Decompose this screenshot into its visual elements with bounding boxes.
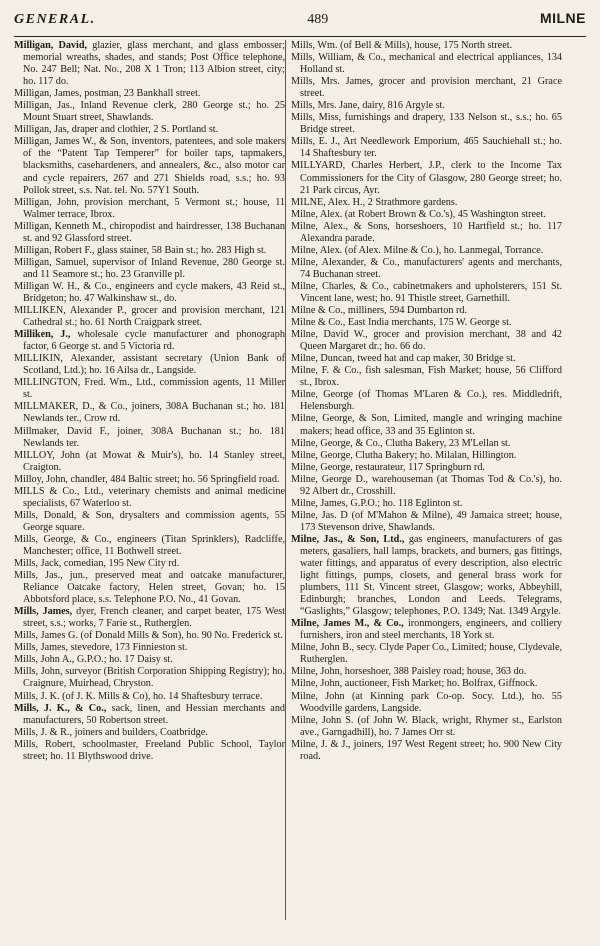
directory-entry <box>291 450 562 462</box>
entry-details: assistant secretary (Union Bank of Scotland, Ltd.); ho. 16 Ailsa dr., Langside. <box>23 353 285 377</box>
entry-name: Mills, James, <box>14 606 73 618</box>
entry-details: furnishings and drapery, 133 Nelson st., s.s.; ho. 65 Bridge street. <box>300 112 562 136</box>
entry-details: tweed hat and cap maker, 30 Bridge st. <box>357 353 516 365</box>
directory-entry <box>291 474 562 498</box>
entry-name: Mills, James G. <box>14 630 78 642</box>
directory-entry <box>14 666 285 690</box>
directory-entry <box>291 100 562 112</box>
entry-name: Mills, William, & Co., <box>291 52 386 64</box>
entry-details: ironmongers, engineers, and colliery furnishers, iron and steel merchants, 18 York st. <box>300 618 562 642</box>
directory-entry <box>291 691 562 715</box>
entry-name: MILNE, Alex. H., <box>291 196 366 208</box>
entry-details: clerk to the Income Tax Commissioners for the City of Glasgow, 280 George street; ho. 21 Park circus, Ayr. <box>300 160 562 196</box>
entry-details: sack, linen, and Hessian merchants and manufacturers, 50 Robertson street. <box>23 702 285 726</box>
entry-name: Mills, Miss, <box>291 112 342 124</box>
entry-details: dairy, 816 Argyle st. <box>362 100 445 112</box>
entry-name: Milne, Alex. <box>291 208 343 220</box>
directory-entry <box>14 474 285 486</box>
directory-entry <box>14 245 285 257</box>
entry-name: Milligan, James, <box>14 88 82 100</box>
entry-name: Milne, George D., <box>291 473 368 485</box>
directory-entry <box>14 305 285 329</box>
directory-entry <box>291 462 562 474</box>
entry-name: Mills, George, & Co., <box>14 533 112 545</box>
directory-entry <box>291 642 562 666</box>
directory-entry <box>291 510 562 534</box>
entry-details: joiners, 308A Buchanan st.; ho. 181 Newlands ter., Crow rd. <box>23 401 285 425</box>
entry-name: Mills, J. K. <box>14 690 60 702</box>
directory-entry <box>291 534 562 618</box>
entry-name: Milne & Co., <box>291 317 346 329</box>
entry-name: Mills, Donald, & Son, <box>14 509 115 521</box>
entry-name: Mills, Mrs. Jane, <box>291 100 360 112</box>
entry-details: postman, 23 Bankhall street. <box>84 88 201 100</box>
entry-details: (at Kinning park Co-op. Socy. Ltd.), ho. 55 Woodville gardens, Langside. <box>300 690 562 714</box>
entry-details: dyer, French cleaner, and carpet beater, 175 West street, s.s.; works, 7 Farie st., Rutherglen. <box>23 606 285 630</box>
directory-entry <box>14 570 285 606</box>
entry-name: Milne, Alex. <box>291 244 343 256</box>
directory-entry <box>291 221 562 245</box>
entry-details: Clutha Bakery; ho. Milalan, Hillington. <box>355 449 517 461</box>
entry-name: Milne, George, <box>291 461 353 473</box>
entry-details: commission agents, 11 Miller st. <box>23 377 285 401</box>
entry-name: Milne, George, <box>291 449 353 461</box>
entry-details: wholesale cycle manufacturer and phonograph factor, 6 George st. and 5 Victoria rd. <box>23 329 285 353</box>
directory-entry <box>291 197 562 209</box>
entry-name: Mills, Wm. <box>291 40 338 51</box>
entry-name: Milne, J. & J., <box>291 738 351 750</box>
directory-entry <box>291 52 562 76</box>
directory-entry <box>14 100 285 124</box>
entry-details: supervisor of Inland Revenue, 280 George st. and 11 Seamore st.; ho. 23 Granville pl. <box>23 256 285 280</box>
directory-entry <box>291 498 562 510</box>
directory-entry <box>291 136 562 160</box>
entry-details: auctioneer, Fish Market; ho. Bolfrax, Giffnock. <box>344 678 538 690</box>
entry-details: (of Bell & Mills), house, 175 North street. <box>340 40 513 51</box>
entry-name: Milne, John, <box>291 666 343 678</box>
entry-details: (of M'Mahon & Milne), 49 Jamaica street; house, 173 Stevenson drive, Shawlands. <box>300 509 562 533</box>
entry-name: Milligan W. H., & Co., <box>14 280 112 292</box>
entry-details: mechanical and electrical appliances, 134 Holland st. <box>300 52 562 76</box>
directory-entry <box>291 666 562 678</box>
entry-details: inventors, patentees, and sole makers of the “Patent Tap Temperer” for boiler taps, tapmakers, blacksmiths, casehardeners, and annealers, &c., also motor car and cycle repairers, 267 and 271 Shields road, s.s.; ho. 93 Pollok street, s.s. Nat. tel. No. 57Y1 South. <box>23 136 285 196</box>
directory-entry <box>291 281 562 305</box>
entry-details: warehouseman (at Thomas Tod & Co.'s), ho. 92 Albert dr., Crosshill. <box>300 473 562 497</box>
entry-details: schoolmaster, Freeland Public School, Taylor street; ho. 11 Blythswood drive. <box>23 738 285 762</box>
entry-name: Milne, Alexander, & Co., <box>291 256 400 268</box>
entry-details: stevedore, 173 Finnieston st. <box>70 642 188 654</box>
directory-entry <box>291 329 562 353</box>
directory-entry <box>14 281 285 305</box>
directory-entry <box>14 197 285 221</box>
entry-name: Mills, J. K., & Co., <box>14 702 107 714</box>
entry-details: mangle and wringing machine makers; head office, 33 and 35 Eglinton st. <box>300 413 562 437</box>
entry-details: (of Donald Mills & Son), ho. 90 No. Frederick st. <box>80 630 283 642</box>
directory-entry <box>14 136 285 196</box>
directory-entry <box>291 739 562 763</box>
directory-entry <box>291 305 562 317</box>
directory-entry <box>14 510 285 534</box>
directory-entry <box>14 630 285 642</box>
entry-name: Mills, John, <box>14 666 63 678</box>
entry-details: 2 Strathmore gardens. <box>367 196 458 208</box>
directory-entry <box>14 88 285 100</box>
entry-name: Milligan, Jas, <box>14 124 70 136</box>
directory-entry <box>291 257 562 281</box>
entry-name: Mills, Robert, <box>14 738 76 750</box>
entry-details: provision merchant, 5 Vermont st.; house, 11 Walmer terrace, Ibrox. <box>23 196 285 220</box>
entry-details: chandler, 484 Baltic street; ho. 56 Springfield road. <box>70 473 280 485</box>
entry-details: joiners, 197 West Regent street; ho. 900 New City road. <box>300 738 562 762</box>
entry-name: Milne, Jas. D <box>291 509 348 521</box>
directory-entry <box>14 40 285 88</box>
directory-entry <box>14 329 285 353</box>
entry-details: (of Thomas M'Laren & Co.), res. Middledrift, Helensburgh. <box>300 389 562 413</box>
entry-details: Inland Revenue clerk, 280 George st.; ho. 25 Mount Stuart street, Shawlands. <box>23 100 285 124</box>
entry-details: veterinary chemists and animal medicine specialists, 67 Waterloo st. <box>23 485 285 509</box>
directory-entry <box>14 257 285 281</box>
entry-name: Milligan, Samuel, <box>14 256 89 268</box>
entry-name: Milligan, Kenneth M., <box>14 220 107 232</box>
directory-entry <box>14 691 285 703</box>
directory-entry <box>291 715 562 739</box>
header-rule <box>14 36 586 37</box>
running-head: MILNE <box>539 10 586 26</box>
entry-details: joiners and builders, Coatbridge. <box>74 726 208 738</box>
right-column <box>291 40 562 932</box>
entry-name: MILLIKEN, Alexander P., <box>14 305 127 317</box>
entry-name: Mills, James, <box>14 642 69 654</box>
directory-entry <box>14 401 285 425</box>
directory-entry <box>291 353 562 365</box>
entry-name: Milligan, Robert F., <box>14 244 95 256</box>
entry-name: Milne, George, & Son, Limited, <box>291 413 429 425</box>
entry-name: Milne, John <box>291 690 345 702</box>
entry-details: gas engineers, manufacturers of gas meters, gasaliers, hall lamps, brackets, and burners, gas fittings, water fittings, and apparatus of every description, also electric light fittings, pumps, closets, and general brass work for plumbers, 111 St. Vincent street, Glasgow; works, Abbeyhill, Edinburgh; branches, London and Leeds. Telegrams, “Gaslights,” Glasgow; telephones, P.O. 1349; Nat. 1349 Argyle. <box>300 533 562 618</box>
entry-details: (of John W. Black, wright, Rhymer st., Earlston ave., Garngadhill), ho. 7 James Orr st. <box>300 714 562 738</box>
directory-entry <box>291 112 562 136</box>
entry-details: grocer and provision merchant, 21 Grace street. <box>300 76 562 100</box>
directory-entry <box>14 642 285 654</box>
directory-entry <box>14 534 285 558</box>
entry-name: Milne, David W., <box>291 329 368 341</box>
entry-name: Milligan, John, <box>14 196 79 208</box>
entry-name: MILLOY, John (at Mowat & Muir's), <box>14 449 184 461</box>
entry-name: Milne, Jas., & Son, Ltd., <box>291 533 405 545</box>
directory-entry <box>14 377 285 401</box>
entry-details: grocer and provision merchant, 121 Cathedral st.; ho. 61 North Craigpark street. <box>23 305 285 329</box>
section-title: GENERAL. <box>14 12 96 27</box>
directory-entry <box>291 209 562 221</box>
directory-entry <box>14 739 285 763</box>
directory-entry <box>291 413 562 437</box>
directory-entry <box>291 40 562 52</box>
entry-details: G.P.O.; ho. 17 Daisy st. <box>76 654 173 666</box>
directory-entry <box>14 353 285 377</box>
entry-name: Milne, John B., <box>291 642 355 654</box>
entry-details: Art Needlework Emporium, 465 Sauchiehall st.; ho. 14 Shaftesbury ter. <box>300 136 562 160</box>
directory-entry <box>291 618 562 642</box>
entry-name: MILLIKIN, Alexander, <box>14 353 115 365</box>
entry-details: glazier, glass merchant, and glass embosser; memorial wreaths, shades, and stands; Post Office telephone, No. 247 Bell; Nat. No., 208 X 1 Tron; 113 Albion street, city; ho. 117 do. <box>23 40 285 88</box>
entry-name: Mills, Mrs. James, <box>291 76 374 88</box>
entry-name: Milne, John S. <box>291 714 354 726</box>
entry-details: (of J. K. Mills & Co), ho. 14 Shaftesbury terrace. <box>62 690 263 702</box>
directory-entry <box>291 160 562 196</box>
entry-name: Milloy, John, <box>14 473 68 485</box>
entry-name: Milne & Co., <box>291 305 346 317</box>
entry-details: horseshoer, 388 Paisley road; house, 363 do. <box>344 666 527 678</box>
entry-name: Mills, Jas., jun., <box>14 570 88 582</box>
entry-name: MILLS & Co., Ltd., <box>14 485 104 497</box>
entry-details: glass stainer, 58 Bain st.; ho. 283 High st. <box>96 244 267 256</box>
entry-details: secy. Clyde Paper Co., Limited; house, Clydevale, Rutherglen. <box>300 642 562 666</box>
entry-details: (at Robert Brown & Co.'s), 45 Washington street. <box>344 208 546 220</box>
directory-entry <box>14 450 285 474</box>
directory-entry <box>14 221 285 245</box>
directory-entry <box>291 678 562 690</box>
entry-name: Milliken, J., <box>14 329 71 341</box>
entry-details: drysalters and commission agents, 55 George square. <box>23 509 285 533</box>
entry-name: Mills, E. J., <box>291 136 341 148</box>
page-number: 489 <box>307 12 329 27</box>
entry-name: Milne, John, <box>291 678 343 690</box>
directory-entry <box>14 727 285 739</box>
entry-name: Milligan, James W., & Son, <box>14 136 129 148</box>
column-divider <box>285 40 286 920</box>
directory-entry <box>291 438 562 450</box>
entry-name: Milne, George <box>291 389 354 401</box>
directory-entry <box>14 654 285 666</box>
entry-details: Clutha Bakery, 23 M'Lellan st. <box>385 437 511 449</box>
directory-entry <box>291 76 562 100</box>
entry-details: engineers and cycle makers, 43 Reid st., Bridgeton; ho. 47 Walkinshaw st., do. <box>23 280 285 304</box>
entry-name: MILLMAKER, D., & Co., <box>14 401 128 413</box>
entry-name: MILLYARD, Charles Herbert, J.P., <box>291 160 445 172</box>
entry-details: East India merchants, 175 W. George st. <box>347 317 512 329</box>
directory-entry <box>291 245 562 257</box>
entry-name: MILLINGTON, Fred. Wm., Ltd., <box>14 377 156 389</box>
entry-details: preserved meat and oatcake manufacturer, Reliance Oatcake factory, Helen street, Govan; ho. 15 Abbotsford place, s.s. Telephone P.O. No., 41 Govan. <box>23 570 285 606</box>
directory-entry <box>291 389 562 413</box>
entry-name: Milne, Duncan, <box>291 353 355 365</box>
entry-details: draper and clothier, 2 S. Portland st. <box>71 124 219 136</box>
entry-details: comedian, 195 New City rd. <box>63 558 180 570</box>
entry-name: Milne, George, & Co., <box>291 437 383 449</box>
entry-name: Milligan, David, <box>14 40 88 51</box>
entry-details: restaurateur, 117 Springburn rd. <box>355 461 485 473</box>
entry-name: Milligan, Jas., <box>14 100 75 112</box>
entry-details: chiropodist and hairdresser, 138 Buchanan st. and 92 Glassford street. <box>23 220 285 244</box>
entry-name: Milne, F. & Co., <box>291 365 362 377</box>
entry-details: surveyor (British Corporation Shipping Registry); ho. Craignure, Muirhead, Chryston. <box>23 666 285 690</box>
directory-entry <box>291 365 562 389</box>
directory-entry <box>14 124 285 136</box>
entry-details: manufacturers' agents and merchants, 74 Buchanan street. <box>300 256 562 280</box>
entry-name: Mills, John A., <box>14 654 75 666</box>
directory-entry <box>14 606 285 630</box>
entry-name: Milne, Alex., & Sons, <box>291 220 390 232</box>
entry-details: engineers (Titan Sprinklers), Radcliffe, Manchester; office, 11 Bothwell street. <box>23 533 285 557</box>
entry-details: G.P.O.; ho. 118 Eglinton st. <box>350 497 463 509</box>
entry-details: horseshoers, 10 Hartfield st.; ho. 117 Alexandra parade. <box>300 220 562 244</box>
entry-name: Mills, Jack, <box>14 558 62 570</box>
directory-entry <box>291 317 562 329</box>
entry-name: Milne, James M., & Co., <box>291 618 404 630</box>
directory-entry <box>14 558 285 570</box>
entry-details: (of Alex. Milne & Co.), ho. Lanmegal, Torrance. <box>344 244 544 256</box>
entry-details: grocer and provision merchant, 38 and 42 Queen Margaret dr.; ho. 66 do. <box>300 329 562 353</box>
directory-entry <box>14 703 285 727</box>
entry-details: ho. 14 Stanley street, Craigton. <box>23 449 285 473</box>
entry-name: Millmaker, David F., <box>14 425 110 437</box>
entry-details: joiner, 308A Buchanan st.; ho. 181 Newlands ter. <box>23 425 285 449</box>
directory-entry <box>14 486 285 510</box>
entry-name: Milne, James, <box>291 497 348 509</box>
entry-details: milliners, 594 Dumbarton rd. <box>347 305 468 317</box>
directory-entry <box>14 426 285 450</box>
entry-details: cabinetmakers and upholsterers, 151 St. Vincent lane, west; ho. 91 Thistle street, Garnethill. <box>300 280 562 304</box>
page-header <box>14 10 586 32</box>
entry-name: Milne, Charles, & Co., <box>291 280 389 292</box>
left-column <box>14 40 285 932</box>
entry-name: Mills, J. & R., <box>14 726 73 738</box>
entry-details: fish salesman, Fish Market; house, 56 Clifford st., Ibrox. <box>300 365 562 389</box>
